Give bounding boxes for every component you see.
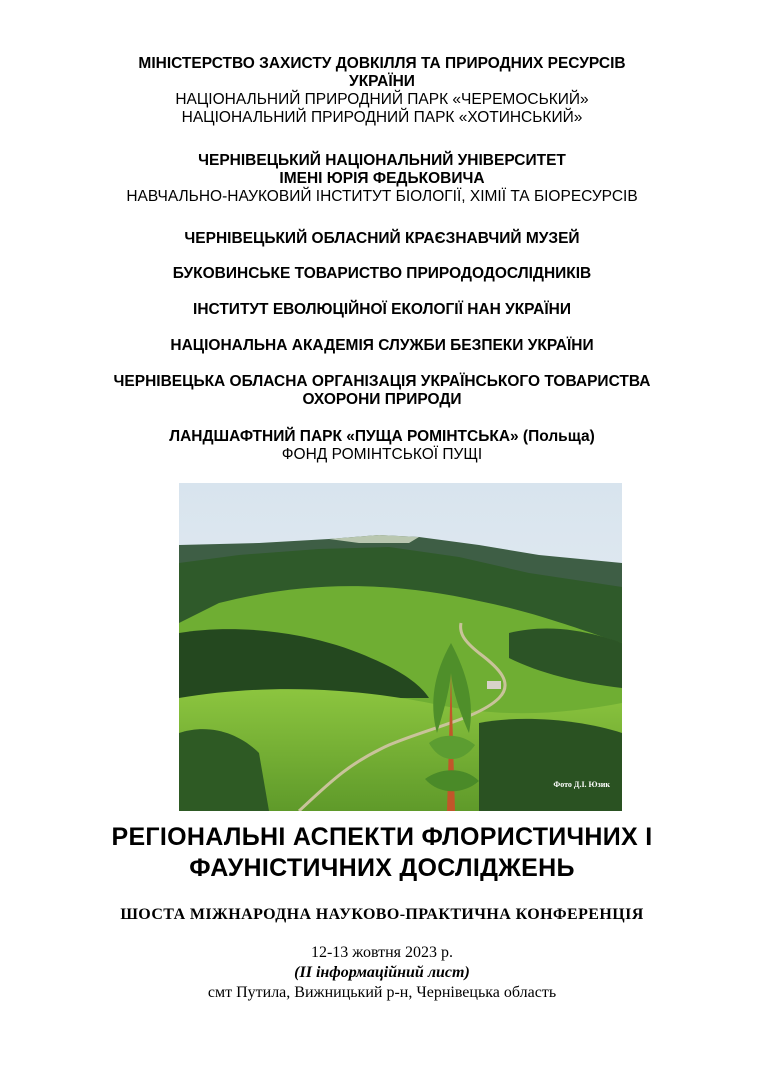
org-line: НАЦІОНАЛЬНА АКАДЕМІЯ СЛУЖБИ БЕЗПЕКИ УКРАЇНИ — [170, 337, 594, 354]
org-line: ІМЕНІ ЮРІЯ ФЕДЬКОВИЧА — [279, 170, 485, 187]
org-line: ЧЕРНІВЕЦЬКИЙ НАЦІОНАЛЬНИЙ УНІВЕРСИТЕТ — [198, 152, 566, 169]
conference-dates: 12-13 жовтня 2023 р. — [310, 944, 454, 961]
conference-name — [0, 905, 764, 925]
organizer-landscape-park — [0, 428, 764, 464]
org-line: ЛАНДШАФТНИЙ ПАРК «ПУЩА РОМІНТСЬКА» (Польща) — [169, 428, 595, 445]
photo-credit: Фото Д.І. Юзик — [553, 780, 610, 789]
title-line-1: РЕГІОНАЛЬНІ АСПЕКТИ ФЛОРИСТИЧНИХ І — [111, 823, 653, 851]
org-line: ЧЕРНІВЕЦЬКА ОБЛАСНА ОРГАНІЗАЦІЯ УКРАЇНСЬКОГО ТОВАРИСТВА — [113, 373, 651, 390]
org-line: ІНСТИТУТ ЕВОЛЮЦІЙНОЇ ЕКОЛОГІЇ НАН УКРАЇНИ — [193, 301, 571, 318]
org-line: УКРАЇНИ — [349, 73, 415, 90]
organizer-university — [0, 152, 764, 206]
org-line: НАЦІОНАЛЬНИЙ ПРИРОДНИЙ ПАРК «ЧЕРЕМОСЬКИЙ» — [175, 91, 589, 108]
org-line: МІНІСТЕРСТВО ЗАХИСТУ ДОВКІЛЛЯ ТА ПРИРОДНИХ РЕСУРСІВ — [138, 55, 626, 72]
org-line: ФОНД РОМІНТСЬКОЇ ПУЩІ — [281, 446, 483, 463]
title-line-2: ФАУНІСТИЧНИХ ДОСЛІДЖЕНЬ — [189, 854, 575, 882]
organizer-nature-protection — [0, 373, 764, 409]
conference-title: ШОСТА МІЖНАРОДНА НАУКОВО-ПРАКТИЧНА КОНФЕРЕНЦІЯ — [120, 906, 644, 923]
organizer-museum — [0, 230, 764, 248]
main-title — [0, 822, 764, 884]
mountain-landscape-icon — [179, 483, 622, 811]
org-line: НАВЧАЛЬНО-НАУКОВИЙ ІНСТИТУТ БІОЛОГІЇ, ХІМІЇ ТА БІОРЕСУРСІВ — [126, 188, 638, 205]
org-line: БУКОВИНСЬКЕ ТОВАРИСТВО ПРИРОДОДОСЛІДНИКІВ — [172, 265, 592, 282]
conference-location: смт Путила, Вижницький р-н, Чернівецька область — [207, 984, 557, 1001]
org-line: НАЦІОНАЛЬНИЙ ПРИРОДНИЙ ПАРК «ХОТИНСЬКИЙ» — [181, 109, 583, 126]
info-letter-label: (ІІ інформаційний лист) — [294, 964, 470, 981]
organizer-academy — [0, 337, 764, 355]
organizer-institute — [0, 301, 764, 319]
conference-details — [0, 943, 764, 1003]
organizer-ministry — [0, 55, 764, 127]
org-line: ЧЕРНІВЕЦЬКИЙ ОБЛАСНИЙ КРАЄЗНАВЧИЙ МУЗЕЙ — [184, 230, 580, 247]
landscape-photo — [179, 483, 622, 811]
organizer-society — [0, 265, 764, 283]
org-line: ОХОРОНИ ПРИРОДИ — [302, 391, 462, 408]
